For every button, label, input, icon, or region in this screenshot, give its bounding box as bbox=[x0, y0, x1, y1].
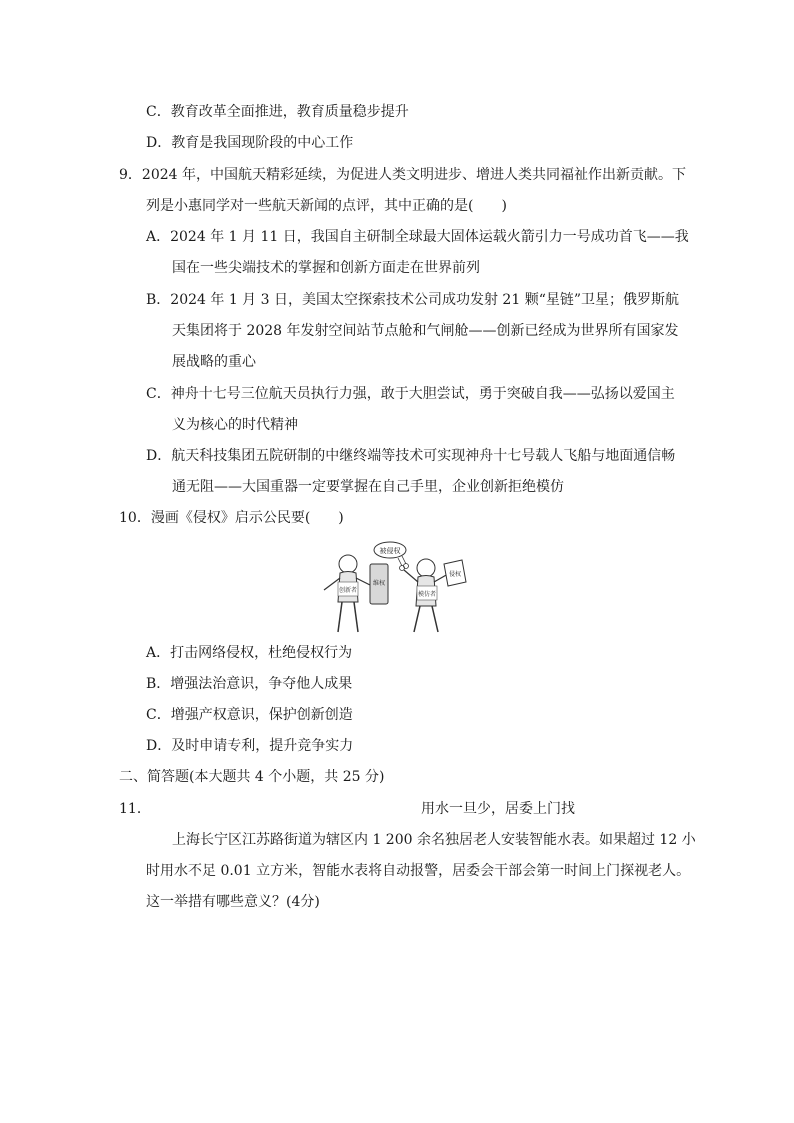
sign-label-right: 侵权 bbox=[448, 571, 462, 578]
q11-title: 用水一旦少，居委上门找 bbox=[421, 801, 575, 817]
q9-option-b-line2: 天集团将于 2028 年发射空间站节点舱和气闸舱——创新已经成为世界所有国家发 bbox=[172, 323, 679, 339]
shirt-label-right: 模仿者 bbox=[417, 591, 437, 598]
q11-paragraph-line1: 上海长宁区江苏路街道为辖区内 1 200 余名独居老人安装智能水表。如果超过 12 小 bbox=[172, 832, 696, 848]
speech-bubble-text: 被侵权 bbox=[379, 547, 401, 555]
q9-option-d-line2: 通无阻——大国重器一定要掌握在自己手里，企业创新拒绝模仿 bbox=[172, 479, 564, 495]
q8-option-c: C．教育改革全面推进，教育质量稳步提升 bbox=[146, 104, 409, 120]
q9-option-b-line1: B．2024 年 1 月 3 日，美国太空探索技术公司成功发射 21 颗“星链”卫星；俄罗斯航 bbox=[146, 292, 680, 308]
q10-option-c: C．增强产权意识，保护创新创造 bbox=[146, 707, 353, 723]
q10-option-a: A．打击网络侵权，杜绝侵权行为 bbox=[146, 645, 353, 661]
q9-stem-line2: 列是小惠同学对一些航天新闻的点评，其中正确的是( ) bbox=[146, 198, 507, 214]
q11-number: 11． bbox=[119, 801, 151, 817]
q9-option-d-line1: D．航天科技集团五院研制的中继终端等技术可实现神舟十七号载人飞船与地面通信畅 bbox=[146, 448, 676, 464]
q9-option-c-line2: 义为核心的时代精神 bbox=[172, 417, 298, 433]
q10-option-d: D．及时申请专利，提升竞争实力 bbox=[146, 738, 354, 754]
q11-paragraph-line3: 这一举措有哪些意义？(4分) bbox=[146, 894, 320, 910]
q9-option-a-line1: A．2024 年 1 月 11 日，我国自主研制全球最大固体运载火箭引力一号成功首飞——我 bbox=[146, 229, 689, 245]
section-heading: 二、简答题(本大题共 4 个小题，共 25 分) bbox=[119, 769, 385, 785]
q9-option-b-line3: 展战略的重心 bbox=[172, 354, 256, 370]
q10-option-b: B．增强法治意识，争夺他人成果 bbox=[146, 676, 353, 692]
q9-option-a-line2: 国在一些尖端技术的掌握和创新方面走在世界前列 bbox=[172, 260, 480, 276]
q8-option-d: D．教育是我国现阶段的中心工作 bbox=[146, 135, 354, 151]
q9-stem-line1: 9．2024 年，中国航天精彩延续，为促进人类文明进步、增进人类共同福祉作出新贡献。下 bbox=[119, 167, 686, 183]
infringement-cartoon bbox=[318, 540, 470, 636]
shirt-label-left: 创新者 bbox=[338, 587, 358, 594]
q11-paragraph-line2: 时用水不足 0.01 立方米，智能水表将自动报警，居委会干部会第一时间上门探视老人。 bbox=[146, 863, 691, 879]
sign-label-left: 维权 bbox=[372, 580, 386, 587]
q10-stem: 10．漫画《侵权》启示公民要( ) bbox=[119, 510, 344, 526]
q9-option-c-line1: C．神舟十七号三位航天员执行力强，敢于大胆尝试，勇于突破自我——弘扬以爱国主 bbox=[146, 386, 675, 402]
